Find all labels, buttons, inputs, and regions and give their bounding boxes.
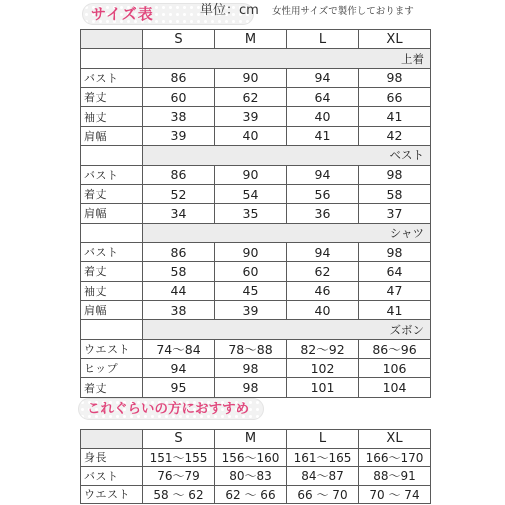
section-header-row <box>81 223 431 242</box>
section-blank-cell <box>81 49 143 68</box>
measurement-value: 98 <box>359 165 431 184</box>
section-name: ズボン <box>143 320 431 339</box>
measurement-label: 着丈 <box>81 184 143 203</box>
recommend-value: 84～87 <box>287 467 359 486</box>
measurement-value: 98 <box>215 378 287 397</box>
measurement-value: 40 <box>287 107 359 126</box>
header-corner-cell <box>81 30 143 49</box>
measurement-value: 106 <box>359 359 431 378</box>
recommend-value: 76～79 <box>143 467 215 486</box>
measurement-label: 肩幅 <box>81 204 143 223</box>
measurement-value: 41 <box>359 301 431 320</box>
section-header-row <box>81 320 431 339</box>
measurement-value: 41 <box>359 107 431 126</box>
section-name: 上着 <box>143 49 431 68</box>
measurement-value: 90 <box>215 68 287 87</box>
recommend-size-col-m: M <box>215 430 287 449</box>
measurement-value: 94 <box>287 242 359 261</box>
measurement-value: 38 <box>143 107 215 126</box>
size-col-l: L <box>287 30 359 49</box>
measurement-value: 40 <box>215 126 287 145</box>
measurement-row <box>81 204 431 223</box>
measurement-value: 90 <box>215 165 287 184</box>
recommend-value: 62 ～ 66 <box>215 485 287 504</box>
measurement-value: 39 <box>143 126 215 145</box>
recommended-table-body <box>81 430 431 504</box>
measurement-row <box>81 242 431 261</box>
section-blank-cell <box>81 223 143 242</box>
recommend-header-corner-cell <box>81 430 143 449</box>
measurement-value: 90 <box>215 242 287 261</box>
measurement-value: 94 <box>287 68 359 87</box>
measurement-row <box>81 359 431 378</box>
measurement-row <box>81 281 431 300</box>
measurement-label: 着丈 <box>81 262 143 281</box>
measurement-value: 60 <box>215 262 287 281</box>
recommend-value: 151～155 <box>143 448 215 467</box>
recommend-value: 58 ～ 62 <box>143 485 215 504</box>
recommended-body-size-table <box>80 429 431 504</box>
measurement-value: 94 <box>143 359 215 378</box>
section-name: シャツ <box>143 223 431 242</box>
measurement-value: 39 <box>215 301 287 320</box>
measurement-value: 38 <box>143 301 215 320</box>
measurement-value: 74～84 <box>143 339 215 358</box>
section-header-row <box>81 146 431 165</box>
measurement-value: 58 <box>143 262 215 281</box>
recommend-label: バスト <box>81 467 143 486</box>
measurement-value: 52 <box>143 184 215 203</box>
recommend-value: 66 ～ 70 <box>287 485 359 504</box>
recommend-value: 88～91 <box>359 467 431 486</box>
measurement-value: 35 <box>215 204 287 223</box>
measurement-value: 86 <box>143 242 215 261</box>
recommend-size-header-row <box>81 430 431 449</box>
measurement-label: ヒップ <box>81 359 143 378</box>
size-col-m: M <box>215 30 287 49</box>
recommend-size-col-s: S <box>143 430 215 449</box>
measurement-value: 34 <box>143 204 215 223</box>
measurement-value: 64 <box>287 88 359 107</box>
recommend-row <box>81 467 431 486</box>
measurement-label: ウエスト <box>81 339 143 358</box>
size-header-row <box>81 30 431 49</box>
size-col-s: S <box>143 30 215 49</box>
measurement-value: 102 <box>287 359 359 378</box>
measurement-value: 86 <box>143 165 215 184</box>
measurement-value: 66 <box>359 88 431 107</box>
measurement-value: 56 <box>287 184 359 203</box>
measurement-value: 98 <box>215 359 287 378</box>
garment-size-table <box>80 29 431 398</box>
recommend-size-col-xl: XL <box>359 430 431 449</box>
recommend-value: 156～160 <box>215 448 287 467</box>
recommend-title: これぐらいの方におすすめ <box>87 401 250 417</box>
measurement-label: 肩幅 <box>81 126 143 145</box>
measurement-value: 41 <box>287 126 359 145</box>
measurement-label: バスト <box>81 165 143 184</box>
measurement-value: 98 <box>359 68 431 87</box>
measurement-value: 104 <box>359 378 431 397</box>
recommend-value: 161～165 <box>287 448 359 467</box>
measurement-value: 64 <box>359 262 431 281</box>
size-chart-title: サイズ表 <box>91 5 154 23</box>
measurement-value: 101 <box>287 378 359 397</box>
size-chart-header <box>0 0 505 28</box>
recommend-row <box>81 485 431 504</box>
measurement-value: 86 <box>143 68 215 87</box>
measurement-value: 46 <box>287 281 359 300</box>
measurement-label: バスト <box>81 68 143 87</box>
measurement-row <box>81 88 431 107</box>
section-blank-cell <box>81 146 143 165</box>
measurement-row <box>81 378 431 397</box>
unit-label: 単位：cm <box>200 3 259 18</box>
measurement-value: 42 <box>359 126 431 145</box>
recommend-value: 166～170 <box>359 448 431 467</box>
measurement-value: 98 <box>359 242 431 261</box>
measurement-value: 47 <box>359 281 431 300</box>
measurement-value: 62 <box>215 88 287 107</box>
measurement-value: 62 <box>287 262 359 281</box>
measurement-label: 着丈 <box>81 88 143 107</box>
measurement-value: 40 <box>287 301 359 320</box>
measurement-value: 95 <box>143 378 215 397</box>
recommend-value: 70 ～ 74 <box>359 485 431 504</box>
measurement-value: 39 <box>215 107 287 126</box>
section-header-row <box>81 49 431 68</box>
measurement-value: 37 <box>359 204 431 223</box>
measurement-value: 86～96 <box>359 339 431 358</box>
recommend-title-badge <box>78 398 264 420</box>
section-blank-cell <box>81 320 143 339</box>
measurement-row <box>81 262 431 281</box>
measurement-row <box>81 126 431 145</box>
measurement-value: 44 <box>143 281 215 300</box>
measurement-value: 78～88 <box>215 339 287 358</box>
measurement-row <box>81 68 431 87</box>
measurement-label: 着丈 <box>81 378 143 397</box>
recommend-label: 身長 <box>81 448 143 467</box>
measurement-label: 袖丈 <box>81 281 143 300</box>
measurement-row <box>81 107 431 126</box>
measurement-row <box>81 339 431 358</box>
measurement-label: 袖丈 <box>81 107 143 126</box>
measurement-label: 肩幅 <box>81 301 143 320</box>
women-size-note: 女性用サイズで製作しております <box>272 6 414 17</box>
section-name: ベスト <box>143 146 431 165</box>
measurement-row <box>81 301 431 320</box>
measurement-value: 36 <box>287 204 359 223</box>
size-col-xl: XL <box>359 30 431 49</box>
measurement-row <box>81 165 431 184</box>
measurement-value: 60 <box>143 88 215 107</box>
measurement-value: 58 <box>359 184 431 203</box>
measurement-value: 82～92 <box>287 339 359 358</box>
measurement-value: 94 <box>287 165 359 184</box>
recommend-value: 80～83 <box>215 467 287 486</box>
recommend-row <box>81 448 431 467</box>
garment-size-table-body <box>81 30 431 398</box>
recommend-label: ウエスト <box>81 485 143 504</box>
measurement-value: 54 <box>215 184 287 203</box>
recommend-size-col-l: L <box>287 430 359 449</box>
measurement-row <box>81 184 431 203</box>
measurement-value: 45 <box>215 281 287 300</box>
measurement-label: バスト <box>81 242 143 261</box>
